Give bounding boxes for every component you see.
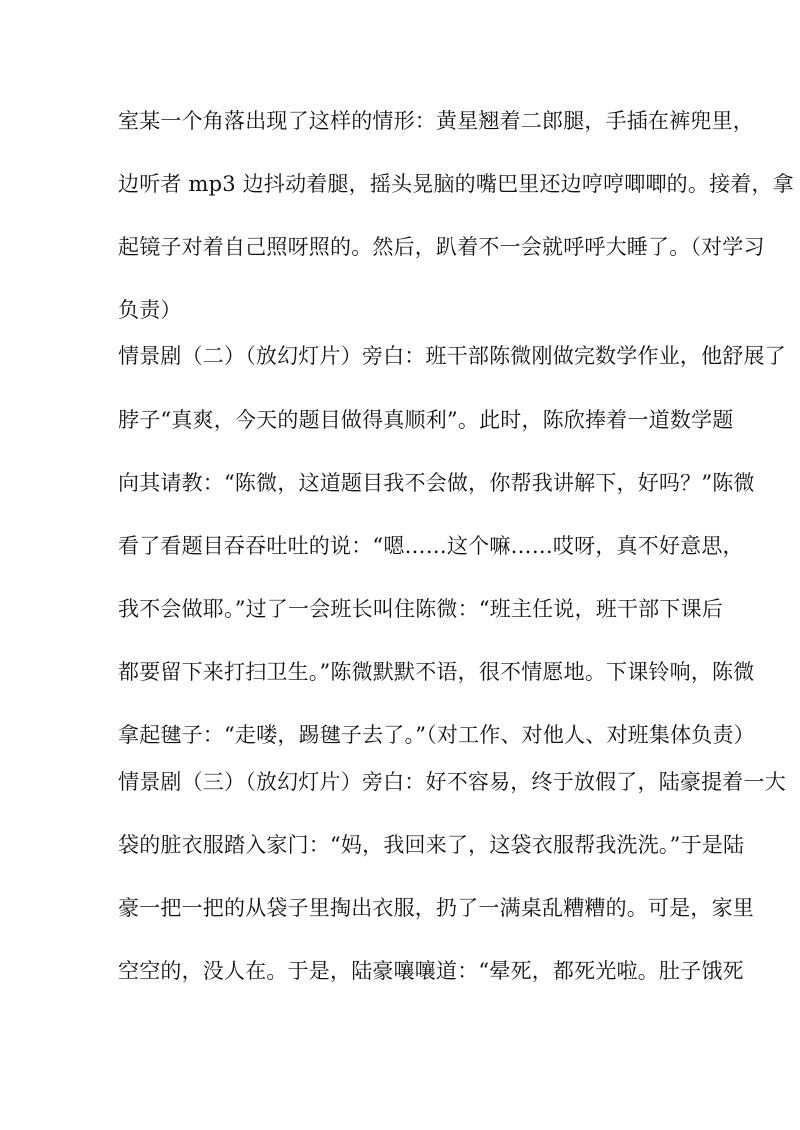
text-line: 豪一把一把的从袋子里掏出衣服，扔了一满桌乱糟糟的。可是，家里 bbox=[118, 896, 754, 920]
text-line: 看了看题目吞吞吐吐的说：“嗯……这个嘛……哎呀，真不好意思， bbox=[118, 534, 744, 558]
text-line: 我不会做耶。”过了一会班长叫住陈微：“班主任说，班干部下课后 bbox=[118, 597, 723, 621]
text-line: 情景剧（二）（放幻灯片）旁白：班干部陈微刚做完数学作业，他舒展了 bbox=[118, 344, 786, 368]
text-line: 向其请教：“陈微，这道题目我不会做，你帮我讲解下，好吗？”陈微 bbox=[118, 471, 755, 495]
text-line: 情景剧（三）（放幻灯片）旁白：好不容易，终于放假了，陆豪提着一大 bbox=[118, 770, 786, 794]
text-line: 边听者 mp3 边抖动着腿，摇头晃脑的嘴巴里还边哼哼唧唧的。接着，拿 bbox=[118, 172, 794, 196]
text-line: 都要留下来打扫卫生。”陈微默默不语，很不情愿地。下课铃响，陈微 bbox=[118, 660, 755, 684]
text-line: 负责） bbox=[118, 298, 182, 322]
text-line: 拿起毽子：“走喽，踢毽子去了。”（对工作、对他人、对班集体负责） bbox=[118, 723, 755, 747]
text-line: 袋的脏衣服踏入家门：“妈，我回来了，这袋衣服帮我洗洗。”于是陆 bbox=[118, 833, 745, 857]
text-line: 空空的，没人在。于是，陆豪嚷嚷道：“晕死，都死光啦。肚子饿死 bbox=[118, 959, 744, 983]
text-line: 室某一个角落出现了这样的情形：黄星翘着二郎腿，手插在裤兜里， bbox=[118, 109, 754, 133]
text-line: 脖子“真爽，今天的题目做得真顺利”。此时，陈欣捧着一道数学题 bbox=[118, 408, 734, 432]
text-line: 起镜子对着自己照呀照的。然后，趴着不一会就呼呼大睡了。（对学习 bbox=[118, 235, 765, 259]
